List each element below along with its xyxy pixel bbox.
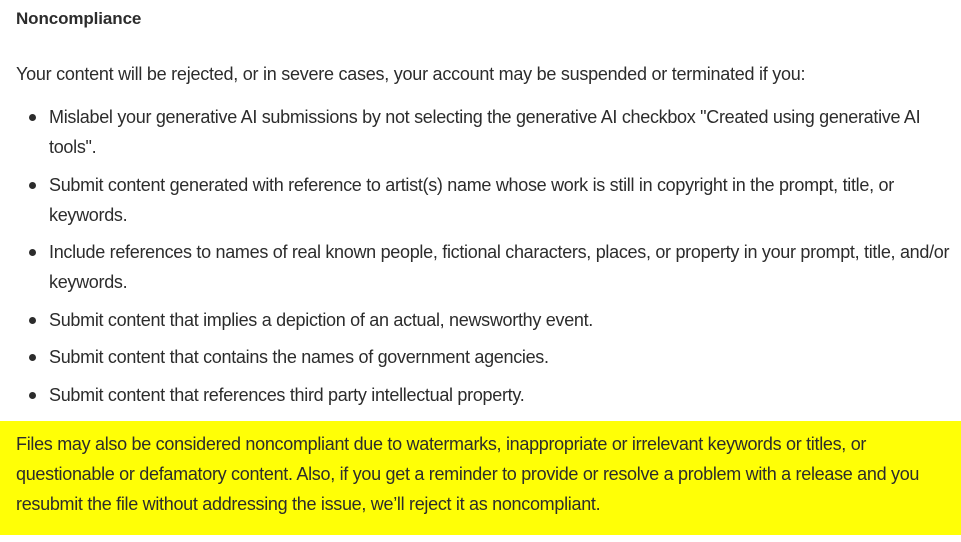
bullet-icon — [29, 182, 36, 189]
bullet-icon — [29, 317, 36, 324]
list-item — [0, 102, 961, 162]
list-item-text: Submit content that implies a depiction of an actual, newsworthy event. — [49, 309, 594, 330]
list-item — [0, 305, 961, 335]
bullet-icon — [29, 249, 36, 256]
list-item-text: Submit content that references third party intellectual property. — [49, 384, 525, 405]
bullet-icon — [29, 354, 36, 361]
list-item-text: Include references to names of real known people, fictional characters, places, or property in your prompt, title, and/or keywords. — [49, 242, 950, 292]
list-item — [0, 170, 961, 230]
highlighted-note — [0, 421, 961, 535]
list-item-text: Submit content generated with reference to artist(s) name whose work is still in copyright in the prompt, title, or keywords. — [49, 174, 894, 225]
list-item-text: Submit content that contains the names of government agencies. — [49, 347, 549, 367]
noncompliance-list — [0, 102, 961, 417]
bullet-icon — [29, 392, 36, 399]
note-text: Files may also be considered noncompliant due to watermarks, inappropriate or irrelevant keywords or titles, or questionable or defamatory content. Also, if you get a reminder to provide or resolve a problem with a release and you resubmit the file without addressing the issue, we’ll reject it as noncompliant. — [16, 434, 920, 514]
list-item — [0, 237, 961, 297]
intro-text: Your content will be rejected, or in severe cases, your account may be suspended or terminated if you: — [16, 64, 806, 84]
list-item-text: Mislabel your generative AI submissions by not selecting the generative AI checkbox "Created using generative AI tools". — [49, 107, 921, 157]
bullet-icon — [29, 114, 36, 121]
list-item — [0, 380, 961, 410]
list-item — [0, 342, 961, 372]
section-heading: Noncompliance — [16, 9, 142, 28]
